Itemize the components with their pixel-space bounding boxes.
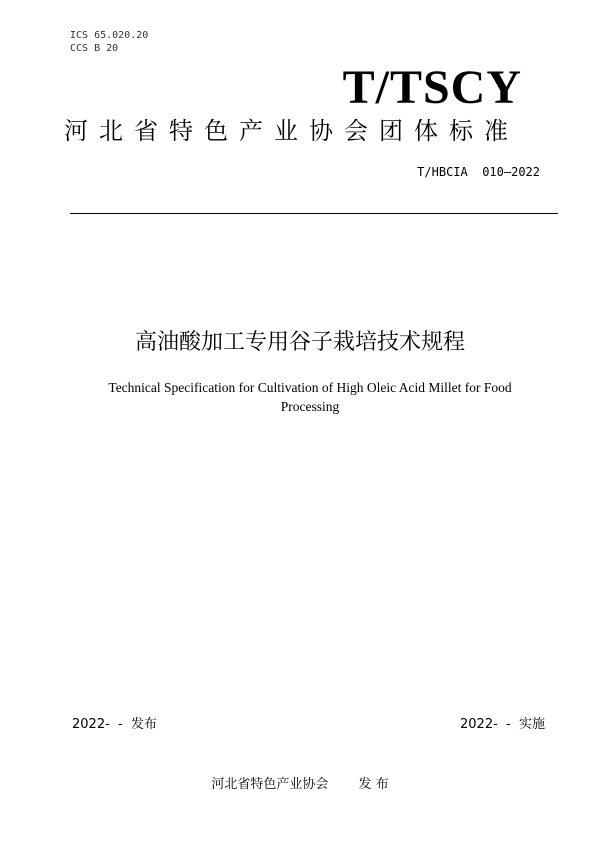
document-title-en: Technical Specification for Cultivation of High Oleic Acid Millet for Food Processing	[108, 380, 512, 414]
ics-code: ICS 65.020.20	[70, 30, 149, 41]
standard-number: T/HBCIA 010—2022	[417, 165, 540, 179]
publisher-action: 发 布	[358, 777, 389, 792]
standard-logo: T/TSCY	[342, 61, 522, 114]
publisher-name: 河北省特色产业协会	[211, 777, 329, 792]
document-title-cn: 高油酸加工专用谷子栽培技术规程	[134, 330, 465, 355]
implementation-date: 2022- - 实施	[460, 717, 545, 732]
header-divider	[70, 213, 558, 214]
publisher-line	[0, 776, 600, 793]
organization-standard-title: 河北省特色产业协会团体标准	[64, 117, 519, 145]
ccs-code: CCS B 20	[70, 43, 119, 54]
issue-date: 2022- - 发布	[72, 717, 157, 732]
classification-codes	[70, 29, 148, 55]
